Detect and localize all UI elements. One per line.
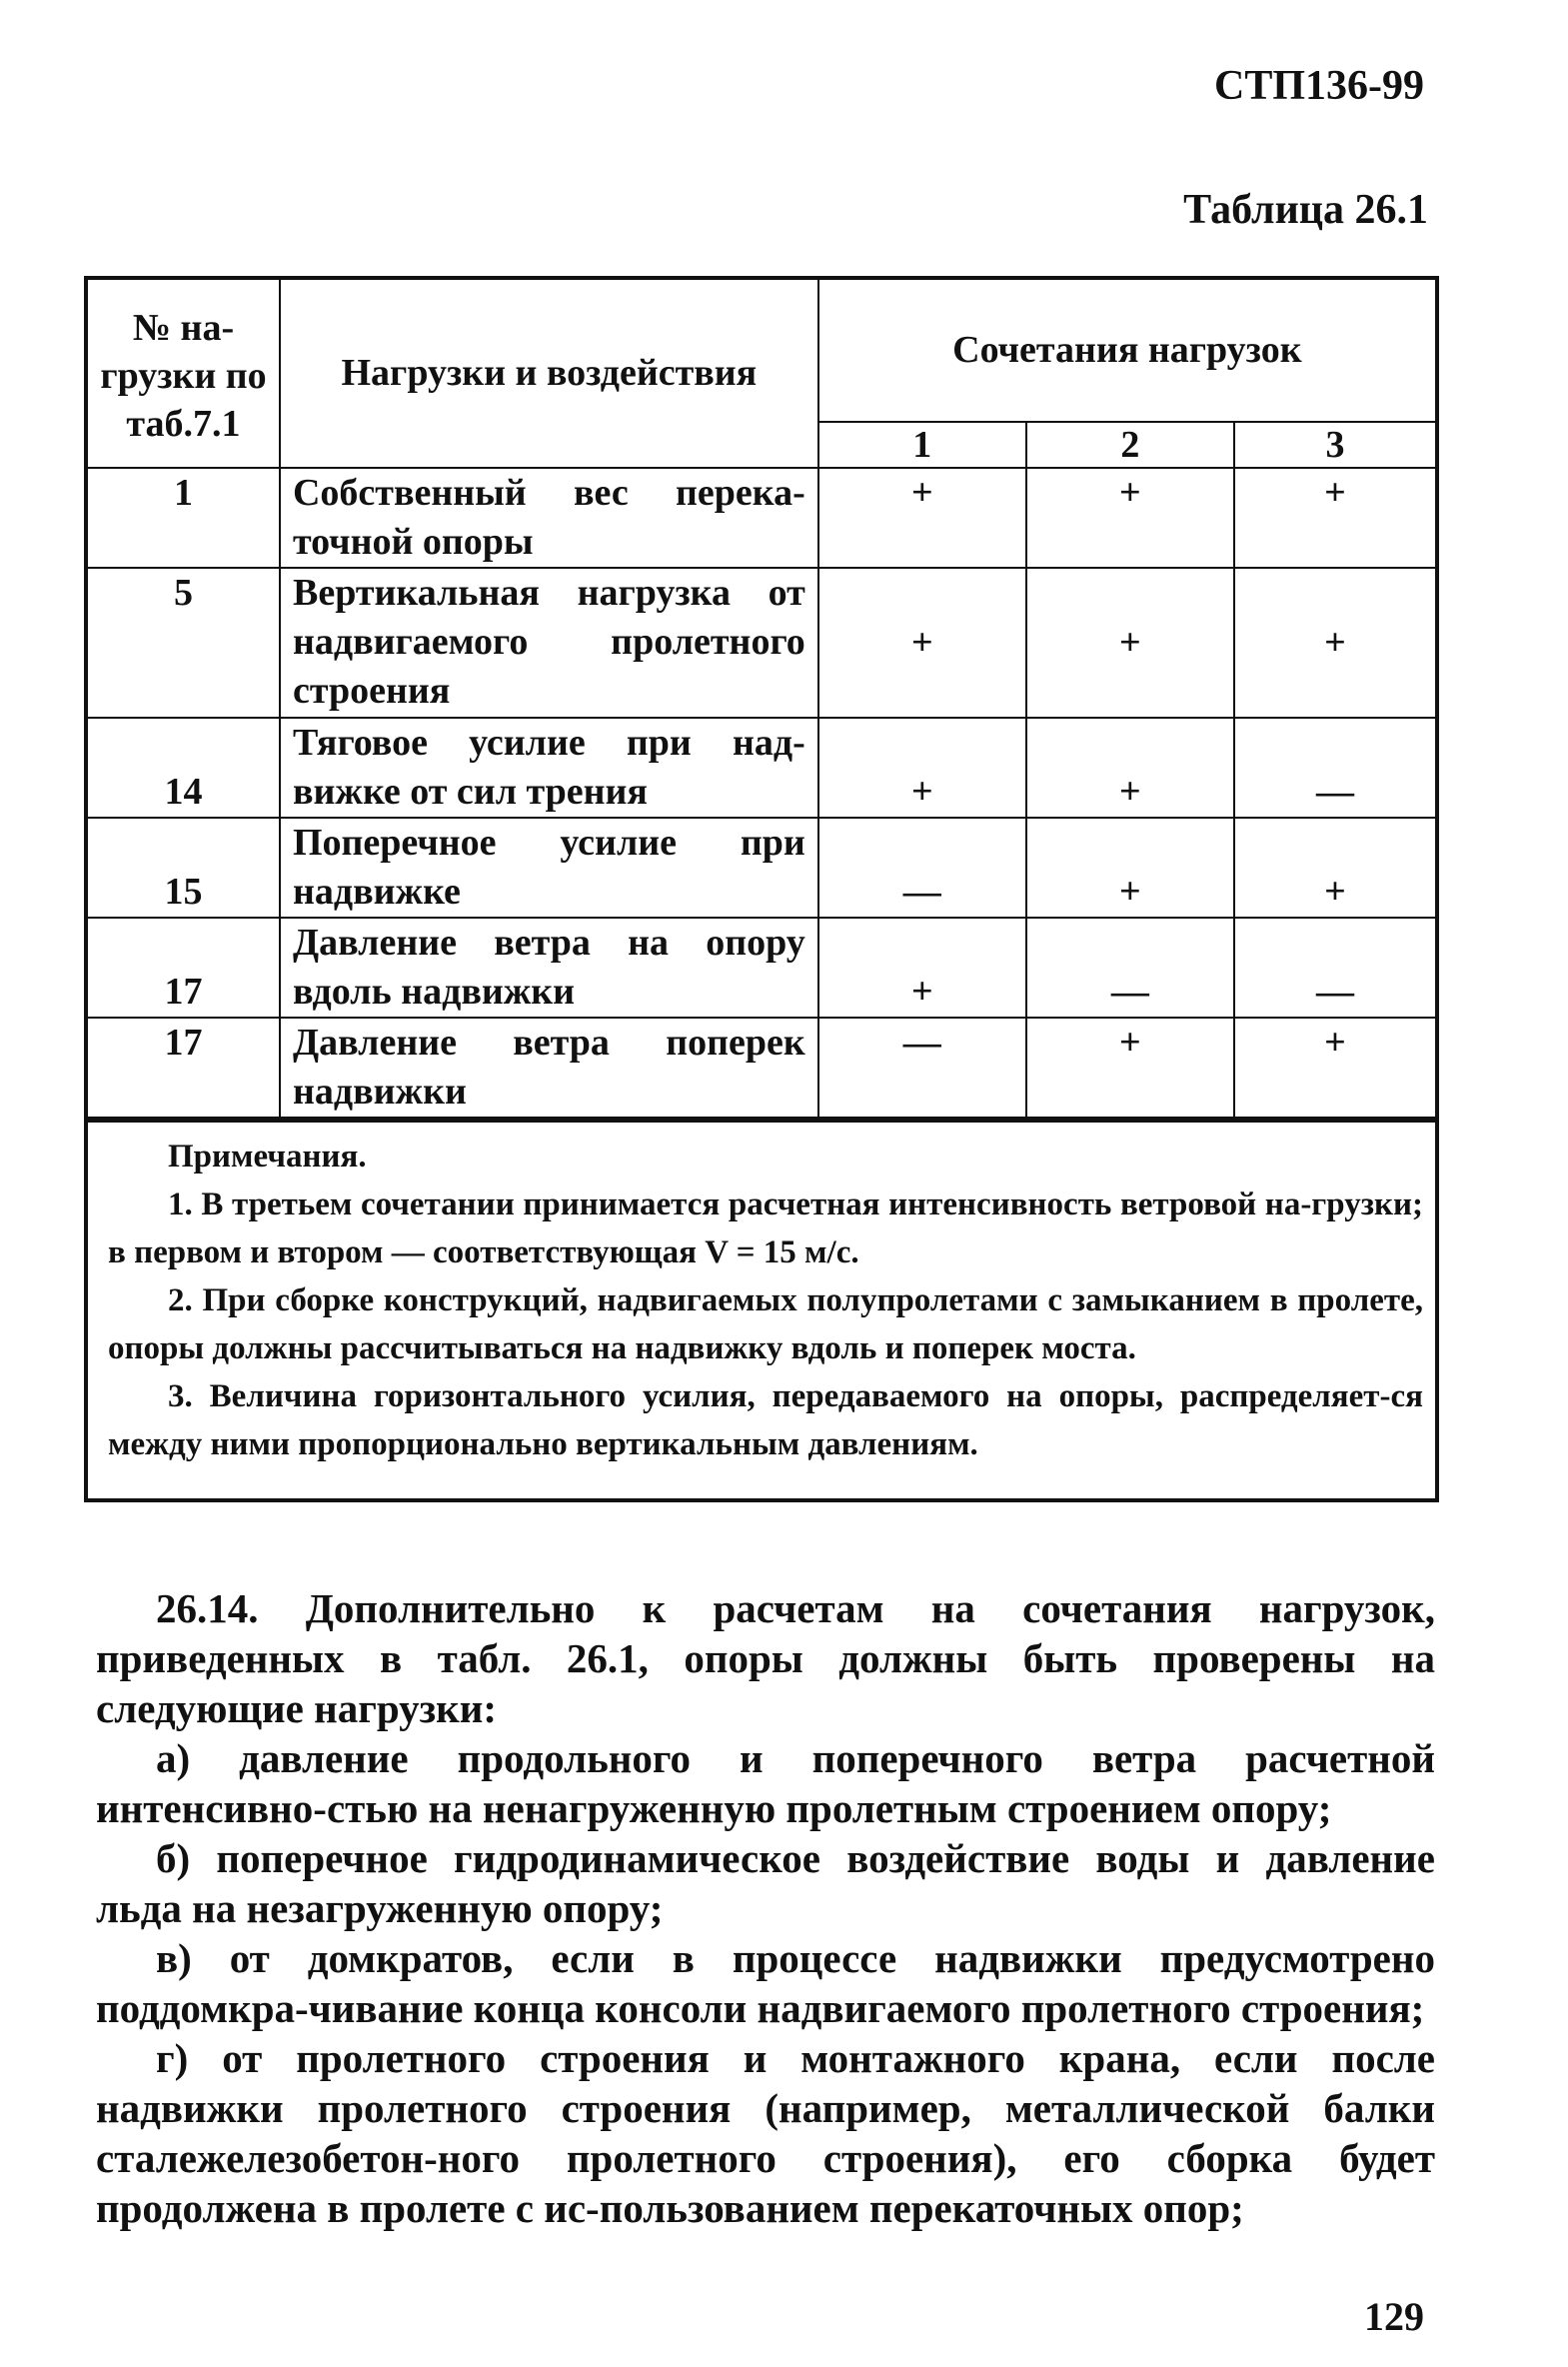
row-load-name: Поперечное усилие при надвижке: [280, 818, 818, 918]
row-combo-3-mark: +: [1234, 1018, 1435, 1118]
document-code: СТП136-99: [1214, 63, 1424, 109]
row-load-number: 5: [88, 568, 280, 718]
row-load-number: 14: [88, 718, 280, 818]
table-row: [88, 568, 1435, 718]
paragraph: 26.14. Дополнительно к расчетам на сочетания нагрузок, приведенных в табл. 26.1, опоры должны быть проверены на следующие нагрузки:: [96, 1585, 1435, 1731]
table-row: [88, 468, 1435, 568]
row-load-name: Тяговое усилие при над-вижке от сил трения: [280, 718, 818, 818]
note-item: 1. В третьем сочетании принимается расчетная интенсивность ветровой на-грузки; в первом и втором — соответствующая V = 15 м/с.: [108, 1186, 1423, 1270]
row-load-name: Вертикальная нагрузка от надвигаемого пролетного строения: [280, 568, 818, 718]
header-combo-1: 1: [818, 422, 1026, 468]
page-number: 129: [1364, 2294, 1424, 2339]
header-load-number: № на-грузки по таб.7.1: [88, 280, 280, 468]
row-combo-2-mark: —: [1026, 918, 1234, 1018]
row-load-number: 1: [88, 468, 280, 568]
paragraph: а) давление продольного и поперечного ветра расчетной интенсивно-стью на ненагруженную пролетным строением опору;: [96, 1735, 1435, 1831]
row-combo-1-mark: +: [818, 718, 1026, 818]
header-load-combinations: Сочетания нагрузок: [818, 280, 1435, 422]
loads-table: [84, 276, 1439, 1502]
paragraph: г) от пролетного строения и монтажного крана, если после надвижки пролетного строения (например, металлической балки сталежелезобетон-ного пролетного строения), его сборка будет продолжена в пролете с ис-пользованием перекаточных опор;: [96, 2035, 1435, 2231]
table-notes: [88, 1119, 1435, 1498]
row-load-number: 15: [88, 818, 280, 918]
table-row: [88, 918, 1435, 1018]
row-combo-3-mark: —: [1234, 918, 1435, 1018]
table-row: [88, 818, 1435, 918]
row-load-name: Давление ветра на опору вдоль надвижки: [280, 918, 818, 1018]
row-combo-3-mark: +: [1234, 468, 1435, 568]
row-combo-1-mark: +: [818, 568, 1026, 718]
row-combo-1-mark: +: [818, 918, 1026, 1018]
row-combo-2-mark: +: [1026, 718, 1234, 818]
row-load-number: 17: [88, 918, 280, 1018]
row-combo-3-mark: +: [1234, 818, 1435, 918]
paragraph: б) поперечное гидродинамическое воздействие воды и давление льда на незагруженную опору;: [96, 1835, 1435, 1931]
row-combo-2-mark: +: [1026, 468, 1234, 568]
header-combo-3: 3: [1234, 422, 1435, 468]
row-load-name: Давление ветра поперек надвижки: [280, 1018, 818, 1118]
row-combo-1-mark: +: [818, 468, 1026, 568]
row-combo-1-mark: —: [818, 1018, 1026, 1118]
row-combo-2-mark: +: [1026, 818, 1234, 918]
body-text: [96, 1583, 1435, 2233]
notes-title: Примечания.: [168, 1139, 367, 1175]
note-item: 3. Величина горизонтального усилия, передаваемого на опоры, распределяет-ся между ними пропорционально вертикальным давлениям.: [108, 1378, 1423, 1462]
row-combo-2-mark: +: [1026, 568, 1234, 718]
table-row: [88, 718, 1435, 818]
row-combo-3-mark: —: [1234, 718, 1435, 818]
table-title: Таблица 26.1: [1183, 187, 1428, 233]
row-combo-2-mark: +: [1026, 1018, 1234, 1118]
header-loads-and-actions: Нагрузки и воздействия: [280, 280, 818, 468]
row-load-number: 17: [88, 1018, 280, 1118]
header-combo-2: 2: [1026, 422, 1234, 468]
row-combo-1-mark: —: [818, 818, 1026, 918]
paragraph: в) от домкратов, если в процессе надвижки предусмотрено поддомкра-чивание конца консоли надвигаемого пролетного строения;: [96, 1935, 1435, 2031]
note-item: 2. При сборке конструкций, надвигаемых полупролетами с замыканием в пролете, опоры должны рассчитываться на надвижку вдоль и поперек моста.: [108, 1282, 1423, 1366]
row-load-name: Собственный вес перека-точной опоры: [280, 468, 818, 568]
table-row: [88, 1018, 1435, 1118]
row-combo-3-mark: +: [1234, 568, 1435, 718]
